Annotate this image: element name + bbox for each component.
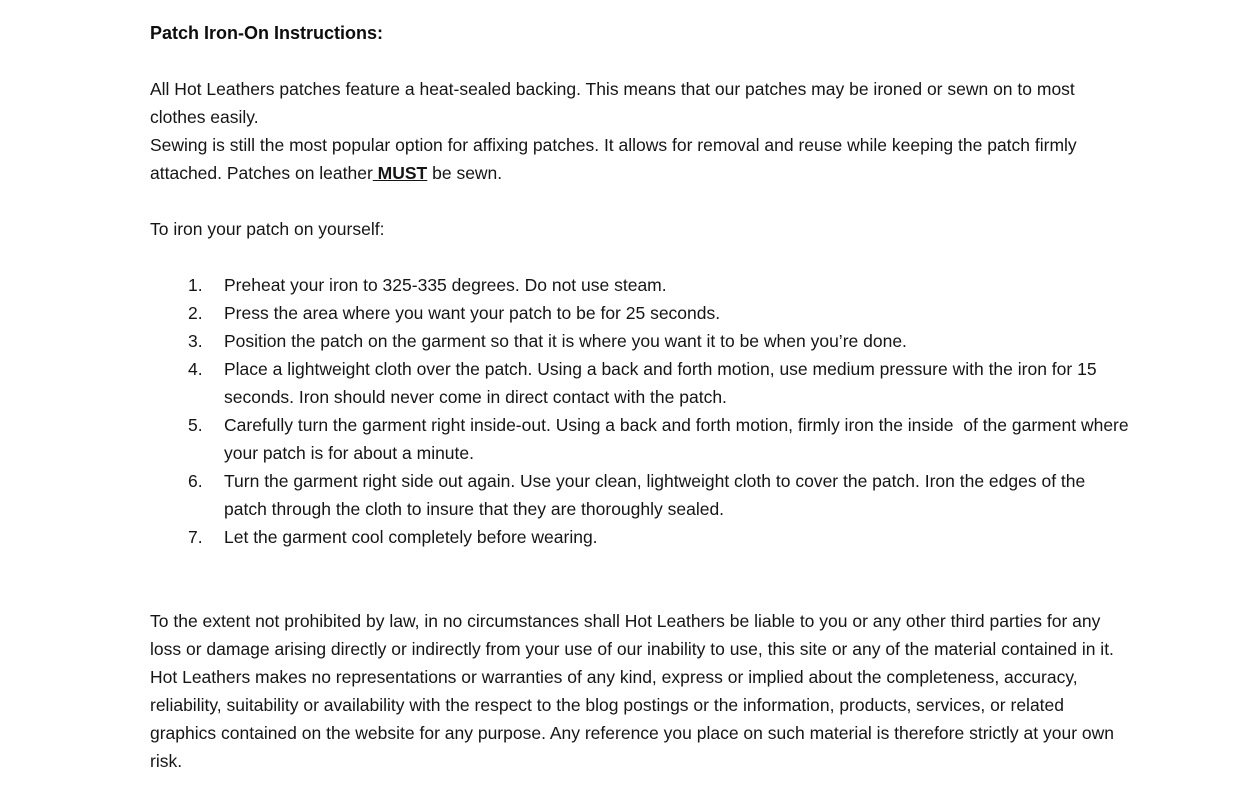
page-title: Patch Iron-On Instructions:: [150, 23, 384, 43]
intro-paragraph-2-after-must: be sewn.: [427, 163, 503, 183]
document-content: [150, 19, 1134, 775]
step-item-6: Turn the garment right side out again. Use your clean, lightweight cloth to cover the patch. Iron the edges of the patch through the cloth to insure that they are thoroughly sealed.: [224, 471, 1091, 519]
intro-paragraph-2-before-must: Sewing is still the most popular option for affixing patches. It allows for removal and reuse while keeping the patch firmly attached. Patches on leather: [150, 135, 1082, 183]
step-item-3: Position the patch on the garment so that it is where you want it to be when you’re done.: [224, 331, 907, 351]
step-item-5: Carefully turn the garment right inside-out. Using a back and forth motion, firmly iron the inside of the garment where your patch is for about a minute.: [224, 415, 1134, 463]
steps-list: [150, 271, 1134, 551]
step-item-7: Let the garment cool completely before wearing.: [224, 527, 598, 547]
intro-paragraph-1: All Hot Leathers patches feature a heat-sealed backing. This means that our patches may be ironed or sewn on to most clothes easily.: [150, 79, 1080, 127]
step-item-4: Place a lightweight cloth over the patch. Using a back and forth motion, use medium pressure with the iron for 15 seconds. Iron should never come in direct contact with the patch.: [224, 359, 1102, 407]
must-emphasis: MUST: [372, 163, 428, 183]
step-item-2: Press the area where you want your patch to be for 25 seconds.: [224, 303, 721, 323]
intro-paragraph-2: [150, 131, 1130, 187]
disclaimer-paragraph: To the extent not prohibited by law, in no circumstances shall Hot Leathers be liable to you or any other third parties for any loss or damage arising directly or indirectly from your use of our inability to use, this site or any of the material contained in it. Hot Leathers makes no representations or warranties of any kind, express or implied about the completeness, accuracy, reliability, suitability or availability with the respect to the blog postings or the information, products, services, or related graphics contained on the website for any purpose. Any reference you place on such material is therefore strictly at your own risk.: [150, 611, 1119, 771]
steps-heading: To iron your patch on yourself:: [150, 219, 385, 239]
step-item-1: Preheat your iron to 325-335 degrees. Do not use steam.: [224, 275, 667, 295]
